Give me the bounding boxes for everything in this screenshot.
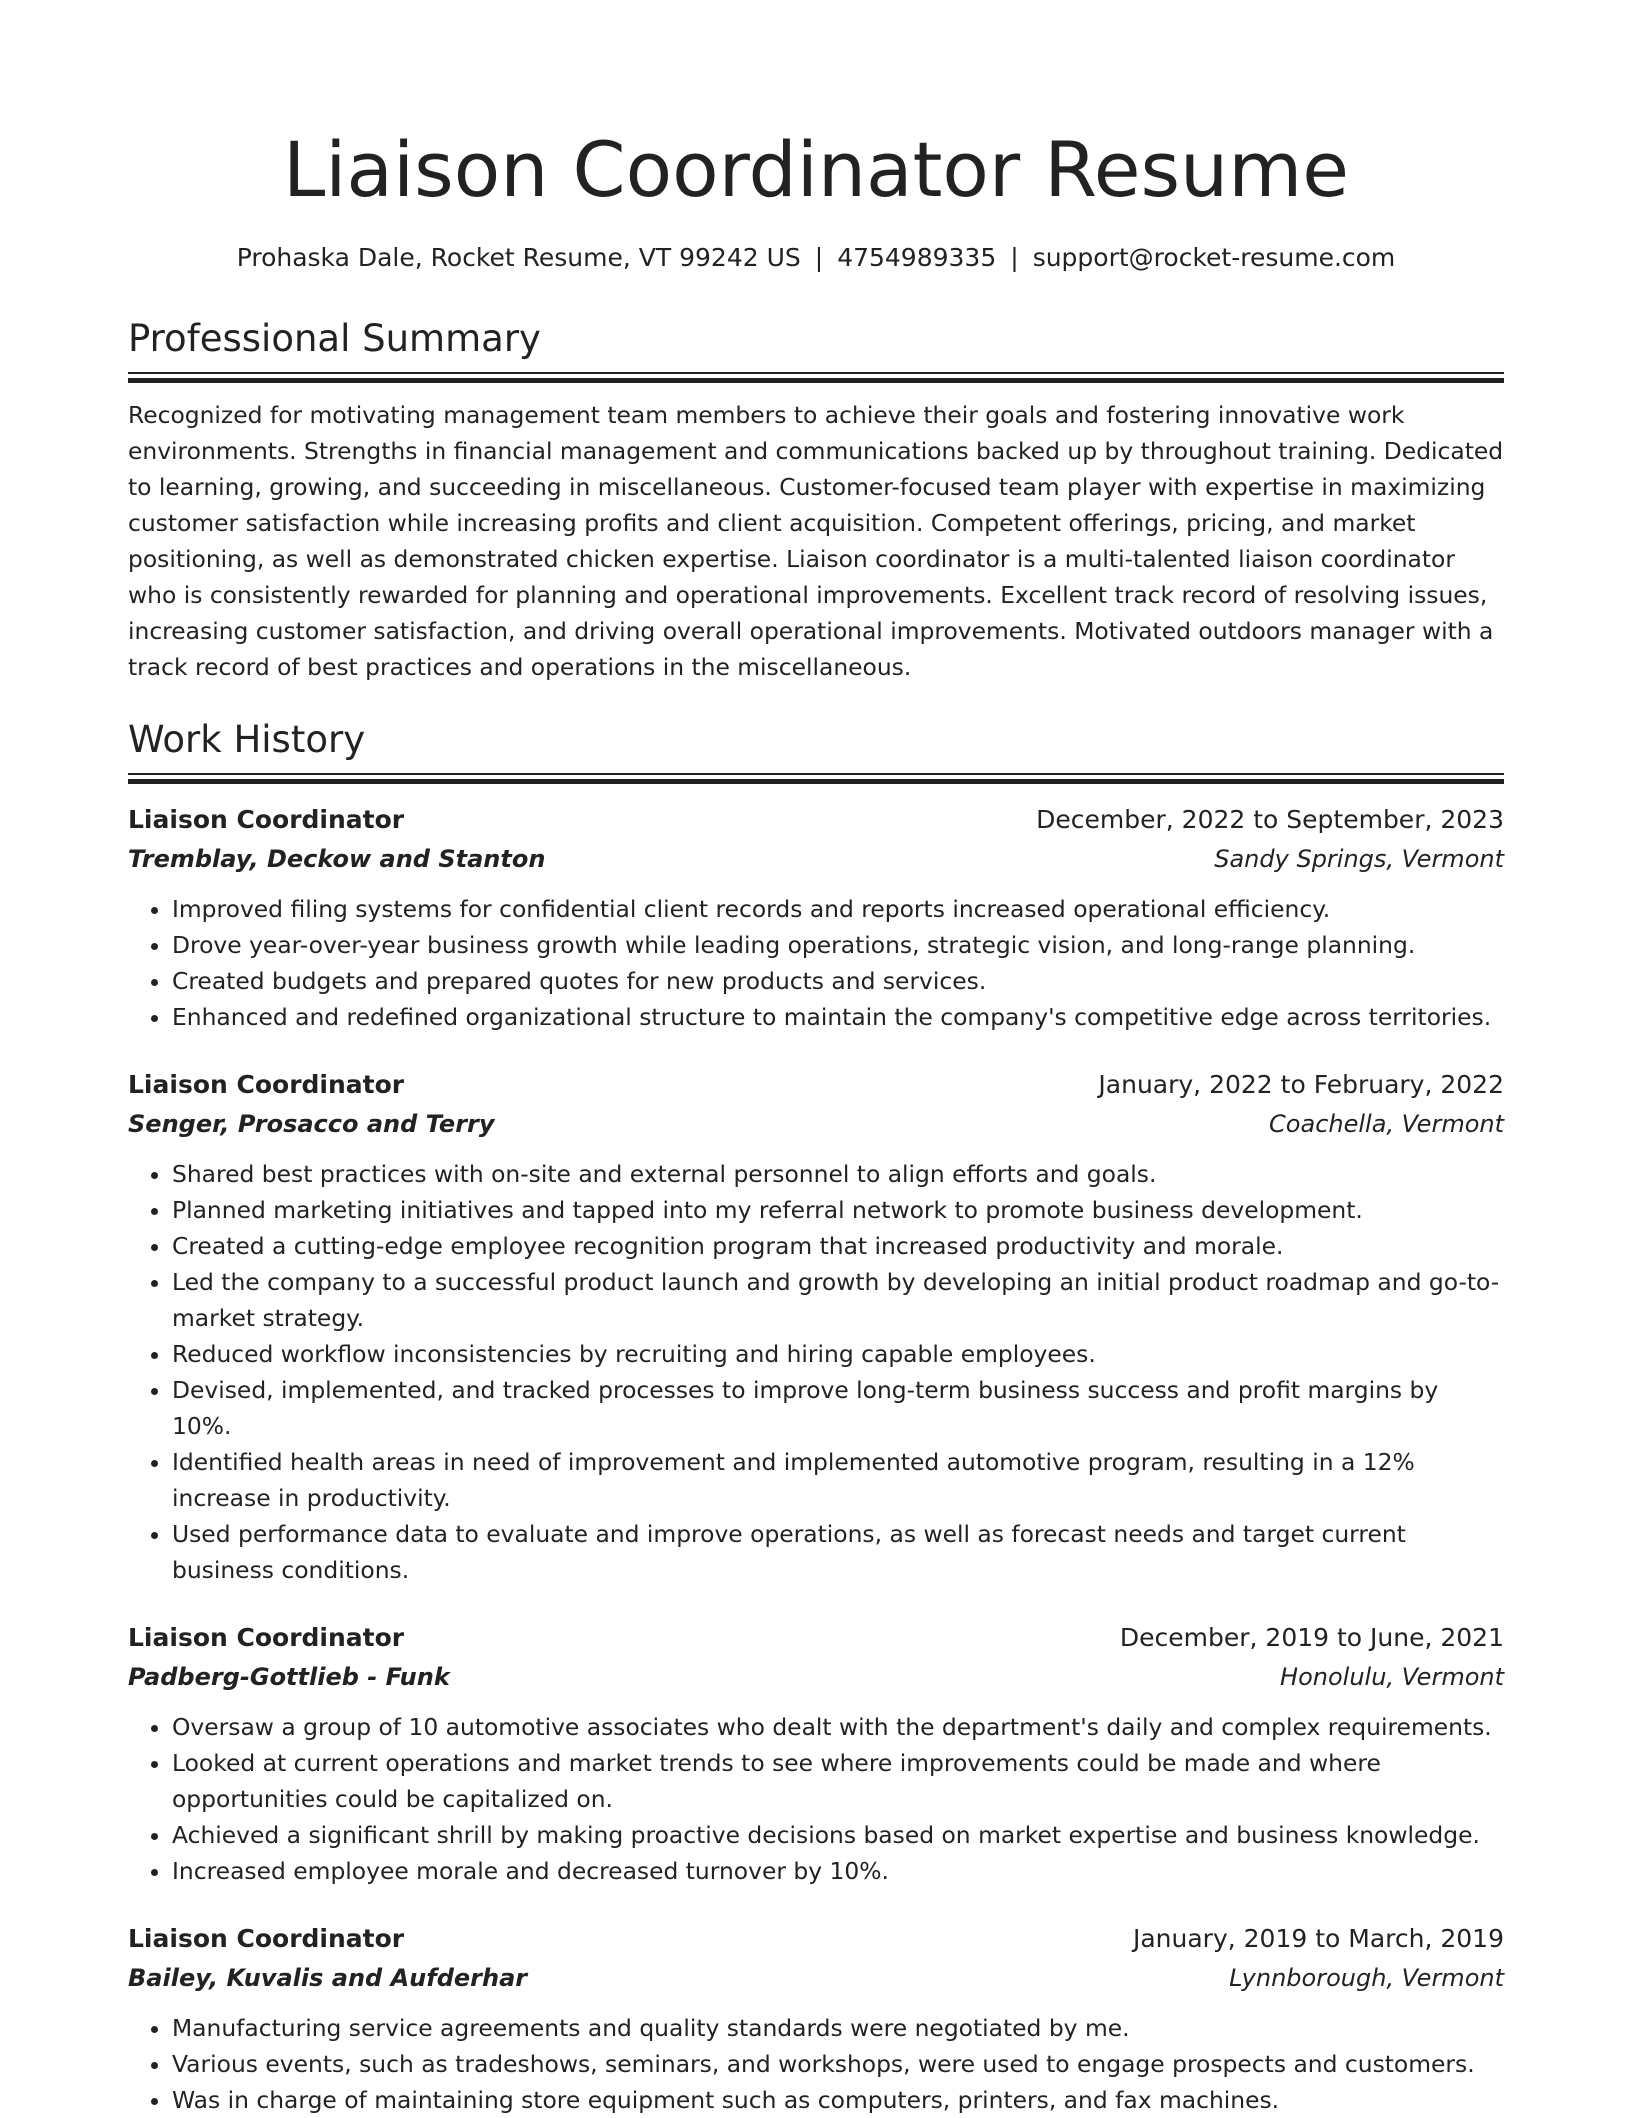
job-entry xyxy=(128,1618,1504,1889)
job-bullet: • Used performance data to evaluate and improve operations, as well as forecast needs and target current business conditions. xyxy=(172,1516,1504,1588)
job-bullet-list xyxy=(128,1709,1504,1889)
job-bullet: • Various events, such as tradeshows, seminars, and workshops, were used to engage prospects and customers. xyxy=(172,2046,1504,2082)
job-company-row xyxy=(128,840,1504,878)
job-list xyxy=(128,800,1504,2118)
job-company-row xyxy=(128,1105,1504,1143)
job-bullet: • Looked at current operations and market trends to see where improvements could be made and where opportunities could be capitalized on. xyxy=(172,1745,1504,1817)
job-company-row xyxy=(128,1959,1504,1997)
job-bullet-list xyxy=(128,891,1504,1035)
job-bullet: • Created a cutting-edge employee recognition program that increased productivity and morale. xyxy=(172,1228,1504,1264)
contact-email: support@rocket-resume.com xyxy=(1032,243,1396,272)
contact-separator: | xyxy=(814,243,824,272)
job-dates: January, 2019 to March, 2019 xyxy=(1132,1924,1504,1953)
job-bullet: • Identified health areas in need of improvement and implemented automotive program, resulting in a 12% increase in productivity. xyxy=(172,1444,1504,1516)
job-company: Bailey, Kuvalis and Aufderhar xyxy=(128,1964,528,1992)
summary-heading: Professional Summary xyxy=(128,317,541,360)
job-bullet: • Devised, implemented, and tracked processes to improve long-term business success and profit margins by 10%. xyxy=(172,1372,1504,1444)
contact-separator: | xyxy=(1010,243,1019,272)
job-company: Tremblay, Deckow and Stanton xyxy=(128,845,546,873)
job-bullet: • Was in charge of maintaining store equipment such as computers, printers, and fax machines. xyxy=(172,2082,1504,2118)
job-bullet: • Drove year-over-year business growth while leading operations, strategic vision, and long-range planning. xyxy=(172,927,1504,963)
job-bullet-list xyxy=(128,1156,1504,1588)
work-history-heading: Work History xyxy=(128,718,366,761)
job-bullet: • Manufacturing service agreements and quality standards were negotiated by me. xyxy=(172,2010,1504,2046)
job-company: Padberg-Gottlieb - Funk xyxy=(128,1663,450,1691)
job-title: Liaison Coordinator xyxy=(128,1924,405,1953)
job-entry xyxy=(128,1919,1504,2118)
job-header-row xyxy=(128,1065,1504,1105)
job-location: Honolulu, Vermont xyxy=(1280,1663,1504,1691)
job-bullet: • Shared best practices with on-site and external personnel to align efforts and goals. xyxy=(172,1156,1504,1192)
job-header-row xyxy=(128,1919,1504,1959)
job-dates: December, 2022 to September, 2023 xyxy=(1036,805,1504,834)
job-company: Senger, Prosacco and Terry xyxy=(128,1110,495,1138)
job-bullet: • Planned marketing initiatives and tapped into my referral network to promote business development. xyxy=(172,1192,1504,1228)
job-dates: December, 2019 to June, 2021 xyxy=(1119,1623,1504,1652)
job-bullet: • Enhanced and redefined organizational structure to maintain the company's competitive edge across territories. xyxy=(172,999,1504,1035)
summary-section xyxy=(128,314,1504,685)
job-bullet-list xyxy=(128,2010,1504,2118)
job-dates: January, 2022 to February, 2022 xyxy=(1098,1070,1504,1099)
job-company-row xyxy=(128,1658,1504,1696)
resume-page xyxy=(128,0,1504,2118)
job-bullet: • Increased employee morale and decreased turnover by 10%. xyxy=(172,1853,1504,1889)
work-history-section xyxy=(128,715,1504,2118)
summary-text: Recognized for motivating management team members to achieve their goals and fostering innovative work environments. Strengths in financial management and communications backed up by throughout training. Dedicated to learning, growing, and succeeding in miscellaneous. Customer-focused team player with expertise in maximizing customer satisfaction while increasing profits and client acquisition. Competent offerings, pricing, and market positioning, as well as demonstrated chicken expertise. Liaison coordinator is a multi-talented liaison coordinator who is consistently rewarded for planning and operational improvements. Excellent track record of resolving issues, increasing customer satisfaction, and driving overall operational improvements. Motivated outdoors manager with a track record of best practices and operations in the miscellaneous. xyxy=(128,401,1504,681)
job-bullet: • Improved filing systems for confidential client records and reports increased operational efficiency. xyxy=(172,891,1504,927)
job-bullet: • Achieved a significant shrill by making proactive decisions based on market expertise and business knowledge. xyxy=(172,1817,1504,1853)
job-location: Lynnborough, Vermont xyxy=(1229,1964,1504,1992)
job-bullet: • Reduced workflow inconsistencies by recruiting and hiring capable employees. xyxy=(172,1336,1504,1372)
job-bullet: • Led the company to a successful product launch and growth by developing an initial product roadmap and go-to-market strategy. xyxy=(172,1264,1504,1336)
contact-line xyxy=(128,240,1504,276)
job-entry xyxy=(128,1065,1504,1588)
job-header-row xyxy=(128,800,1504,840)
job-title: Liaison Coordinator xyxy=(128,1070,405,1099)
contact-address: Prohaska Dale, Rocket Resume, VT 99242 US xyxy=(236,243,801,272)
contact-phone: 4754989335 xyxy=(837,243,997,272)
job-title: Liaison Coordinator xyxy=(128,1623,405,1652)
job-location: Sandy Springs, Vermont xyxy=(1214,845,1504,873)
job-location: Coachella, Vermont xyxy=(1269,1110,1504,1138)
job-title: Liaison Coordinator xyxy=(128,805,405,834)
job-bullet: • Created budgets and prepared quotes for new products and services. xyxy=(172,963,1504,999)
job-header-row xyxy=(128,1618,1504,1658)
section-divider xyxy=(128,773,1504,784)
job-entry xyxy=(128,800,1504,1035)
resume-title: Liaison Coordinator Resume xyxy=(282,125,1350,214)
job-bullet: • Oversaw a group of 10 automotive associates who dealt with the department's daily and complex requirements. xyxy=(172,1709,1504,1745)
section-divider xyxy=(128,372,1504,383)
